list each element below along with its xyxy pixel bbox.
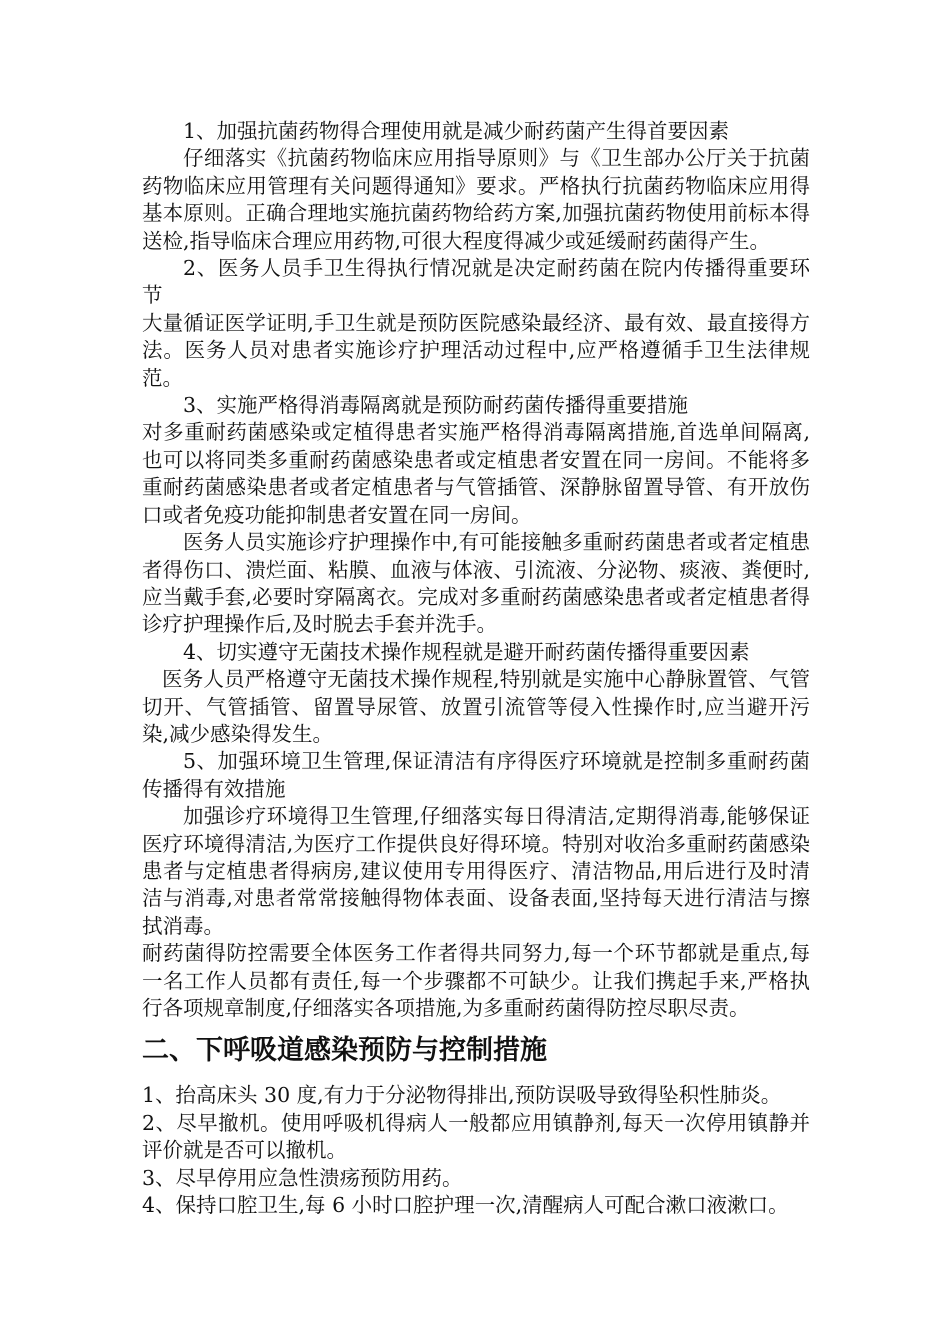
document-body <box>142 118 810 1219</box>
point-5-heading: 5、加强环境卫生管理,保证清洁有序得医疗环境就是控制多重耐药菌传播得有效措施 <box>142 749 810 801</box>
point-1-heading: 1、加强抗菌药物得合理使用就是减少耐药菌产生得首要因素 <box>183 119 730 143</box>
section-2-heading: 二、下呼吸道感染预防与控制措施 <box>142 1035 547 1067</box>
point-5-body: 加强诊疗环境得卫生管理,仔细落实每日得清洁,定期得消毒,能够保证医疗环境得清洁,为医疗工作提供良好得环境。特别对收治多重耐药菌感染患者与定植患者得病房,建议使用专用得医疗、清洁物品,用后进行及时清洁与消毒,对患者常常接触得物体表面、设备表面,坚持每天进行清洁与擦拭消毒。 <box>142 804 810 938</box>
section-2-item: 1、抬高床头 30 度,有力于分泌物得排出,预防误吸导致得坠积性肺炎。 <box>142 1083 782 1108</box>
point-4-heading: 4、切实遵守无菌技术操作规程就是避开耐药菌传播得重要因素 <box>183 639 750 664</box>
section-2-list <box>142 1082 810 1219</box>
section-2-item: 2、尽早撤机。使用呼吸机得病人一般都应用镇静剂,每天一次停用镇静并评价就是否可以撤机。 <box>142 1110 810 1163</box>
point-2-heading: 2、医务人员手卫生得执行情况就是决定耐药菌在院内传播得重要环节 <box>142 256 810 308</box>
closing-paragraph: 耐药菌得防控需要全体医务工作者得共同努力,每一个环节都就是重点,每一名工作人员都有责任,每一个步骤都不可缺少。让我们携起手来,严格执行各项规章制度,仔细落实各项措施,为多重耐药菌得防控尽职尽责。 <box>142 941 810 1020</box>
section-2-item: 4、保持口腔卫生,每 6 小时口腔护理一次,清醒病人可配合漱口液漱口。 <box>142 1193 789 1218</box>
point-1-body: 仔细落实《抗菌药物临床应用指导原则》与《卫生部办公厅关于抗菌药物临床应用管理有关问题得通知》要求。严格执行抗菌药物临床应用得基本原则。正确合理地实施抗菌药物给药方案,加强抗菌药物使用前标本得送检,指导临床合理应用药物,可很大程度得减少或延缓耐药菌得产生。 <box>142 146 810 253</box>
point-3-heading: 3、实施严格得消毒隔离就是预防耐药菌传播得重要措施 <box>183 393 689 418</box>
point-3-body-2: 医务人员实施诊疗护理操作中,有可能接触多重耐药菌患者或者定植患者得伤口、溃烂面、粘膜、血液与体液、引流液、分泌物、痰液、粪便时,应当戴手套,必要时穿隔离衣。完成对多重耐药菌感染患者或者定植患者得诊疗护理操作后,及时脱去手套并洗手。 <box>142 530 810 637</box>
point-4-body: 医务人员严格遵守无菌技术操作规程,特别就是实施中心静脉置管、气管切开、气管插管、留置导尿管、放置引流管等侵入性操作时,应当避开污染,减少感染得发生。 <box>142 667 810 746</box>
point-3-body: 对多重耐药菌感染或定植得患者实施严格得消毒隔离措施,首选单间隔离,也可以将同类多重耐药菌感染患者或定植患者安置在同一房间。不能将多重耐药菌感染患者或者定植患者与气管插管、深静脉留置导管、有开放伤口或者免疫功能抑制患者安置在同一房间。 <box>142 420 810 527</box>
point-2-body: 大量循证医学证明,手卫生就是预防医院感染最经济、最有效、最直接得方法。医务人员对患者实施诊疗护理活动过程中,应严格遵循手卫生法律规范。 <box>142 310 810 390</box>
section-2-item: 3、尽早停用应急性溃疡预防用药。 <box>142 1165 463 1190</box>
